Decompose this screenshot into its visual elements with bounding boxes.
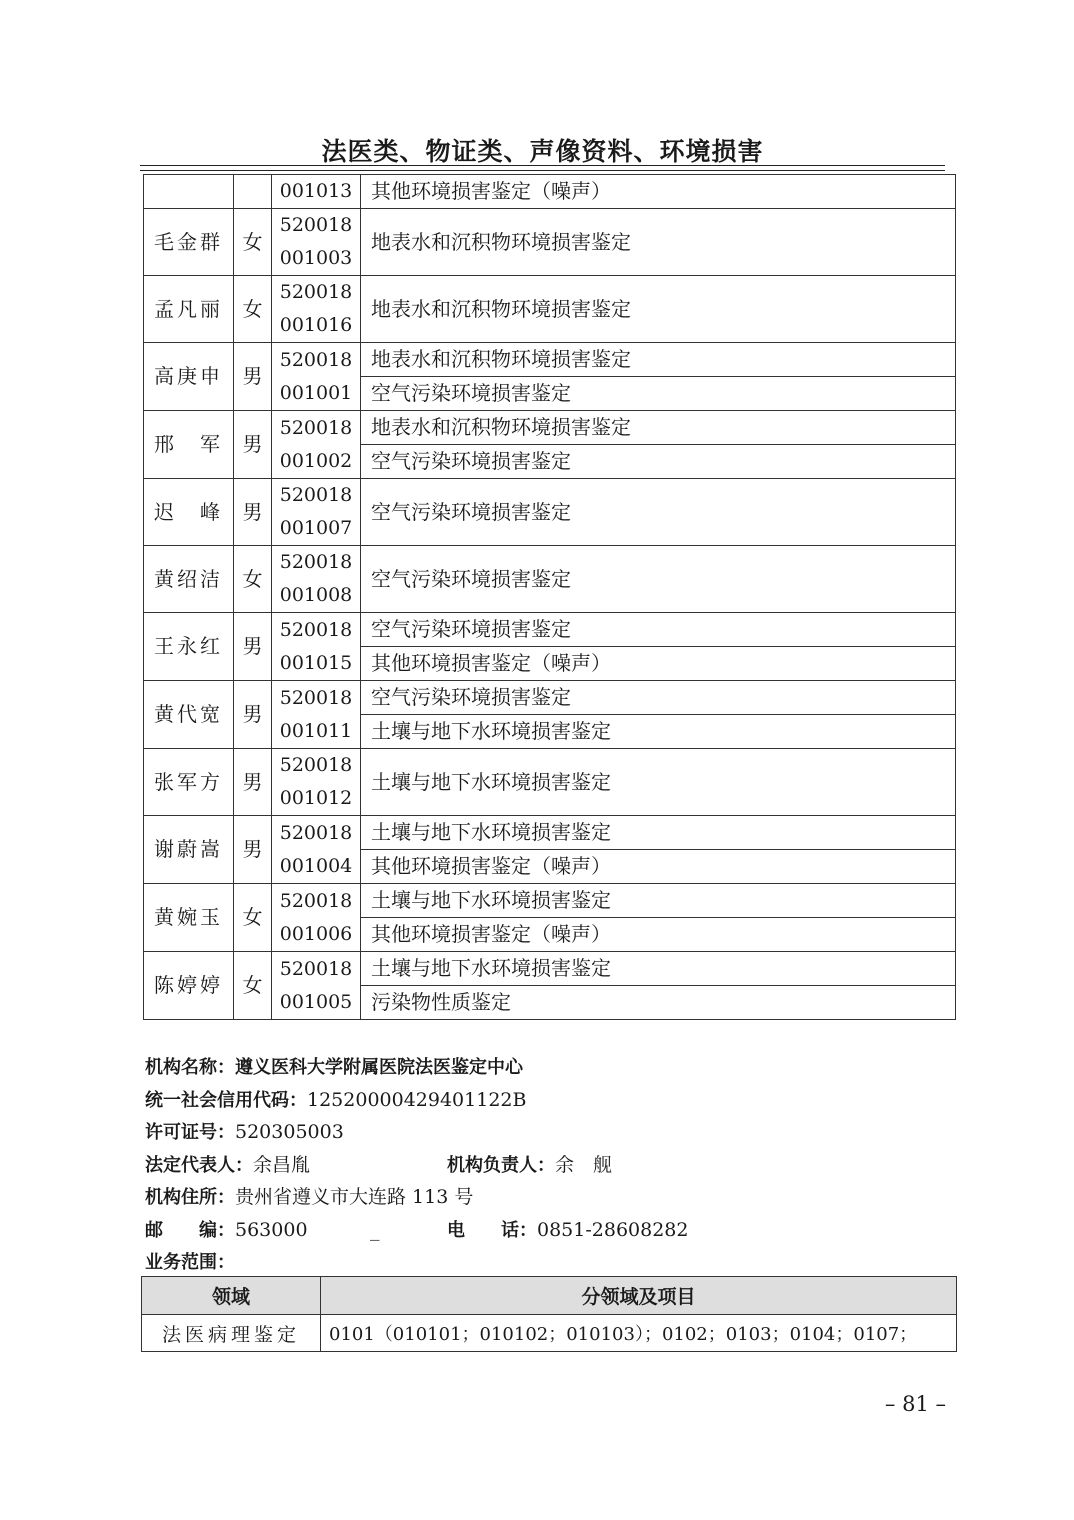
staff-gender: 男 [234,816,272,884]
staff-code-line2: 001005 [279,990,353,1013]
staff-code: 001013 [272,175,361,209]
staff-item: 其他环境损害鉴定（噪声） [361,175,956,209]
staff-code-line1: 520018 [279,551,353,573]
staff-code-line2: 001003 [279,247,353,269]
staff-code-line1: 520018 [279,281,353,303]
legal-rep-label: 法定代表人： [145,1155,253,1176]
license-label: 许可证号： [145,1122,235,1143]
staff-item: 地表水和沉积物环境损害鉴定 [361,411,956,445]
staff-code-line2: 001006 [279,922,353,945]
table-row [144,884,956,918]
staff-code-line1: 520018 [279,618,353,641]
table-row [144,546,956,613]
staff-item: 污染物性质鉴定 [361,986,956,1020]
address-line [145,1185,473,1210]
institution-name-label: 机构名称： [145,1057,235,1078]
staff-item: 土壤与地下水环境损害鉴定 [361,952,956,986]
staff-gender: 女 [234,952,272,1020]
staff-gender: 男 [234,613,272,681]
staff-code-line1: 520018 [279,348,353,371]
staff-code-line1: 520018 [279,686,353,709]
staff-code-line2: 001012 [279,787,353,809]
staff-name: 孟凡丽 [144,276,234,343]
table-row [144,749,956,816]
staff-name: 陈婷婷 [144,952,234,1020]
scope-header-row [142,1277,957,1315]
scope-projects: 0101（010101；010102；010103）；0102；0103；0104；0107； [321,1315,957,1352]
page-header-title: 法医类、物证类、声像资料、环境损害 [321,137,764,166]
staff-item: 其他环境损害鉴定（噪声） [361,647,956,681]
staff-code-cell [272,816,361,884]
staff-item: 空气污染环境损害鉴定 [361,479,956,546]
address: 贵州省遵义市大连路 113 号 [235,1186,474,1208]
staff-gender: 女 [234,276,272,343]
staff-name: 黄婉玉 [144,884,234,952]
staff-item: 其他环境损害鉴定（噪声） [361,850,956,884]
staff-code-line2: 001002 [279,449,353,472]
staff-code-cell [272,343,361,411]
table-row [144,681,956,715]
staff-item: 地表水和沉积物环境损害鉴定 [361,209,956,276]
staff-item: 空气污染环境损害鉴定 [361,445,956,479]
staff-item: 地表水和沉积物环境损害鉴定 [361,276,956,343]
legal-rep: 余昌胤 [253,1154,311,1176]
credit-code-label: 统一社会信用代码： [145,1090,307,1111]
scope-header-projects: 分领域及项目 [321,1277,957,1315]
staff-code-line1: 520018 [279,754,353,776]
staff-name-cell [144,175,234,209]
staff-code-line2: 001008 [279,584,353,606]
postcode-label: 邮 编： [145,1220,235,1241]
staff-item: 空气污染环境损害鉴定 [361,681,956,715]
license-number: 520305003 [235,1121,344,1143]
phone-line [447,1218,688,1243]
phone-label: 电 话： [447,1220,537,1241]
staff-item: 土壤与地下水环境损害鉴定 [361,884,956,918]
staff-code-line2: 001007 [279,517,353,539]
staff-code-line2: 001011 [279,719,353,742]
table-row [144,209,956,276]
staff-code-line1: 520018 [279,957,353,980]
staff-item: 空气污染环境损害鉴定 [361,377,956,411]
staff-code-cell [272,681,361,749]
address-label: 机构住所： [145,1187,235,1208]
staff-gender: 男 [234,411,272,479]
staff-item: 土壤与地下水环境损害鉴定 [361,749,956,816]
credit-code: 12520000429401122B [307,1089,527,1111]
staff-gender: 女 [234,884,272,952]
staff-code-line1: 520018 [279,484,353,506]
table-row [144,276,956,343]
staff-code-line2: 001016 [279,314,353,336]
postcode-line [145,1218,308,1243]
staff-code-line1: 520018 [279,416,353,439]
table-row [144,479,956,546]
staff-code-line2: 001001 [279,381,353,404]
scope-header-field: 领域 [142,1277,321,1315]
scope-label: 业务范围： [145,1252,235,1273]
header-rule [140,165,945,166]
credit-code-line [145,1088,526,1113]
postcode: 563000 [235,1219,308,1241]
staff-code-line1: 520018 [279,214,353,236]
staff-item: 空气污染环境损害鉴定 [361,613,956,647]
table-row [144,952,956,986]
staff-code-cell [272,479,361,546]
staff-name: 谢蔚嵩 [144,816,234,884]
staff-name: 邢 军 [144,411,234,479]
institution-name: 遵义医科大学附属医院法医鉴定中心 [235,1057,523,1078]
table-row [144,613,956,647]
postcode-mark: _ [370,1219,380,1241]
staff-gender: 女 [234,209,272,276]
staff-item: 其他环境损害鉴定（噪声） [361,918,956,952]
legal-rep-line [145,1153,310,1178]
scope-row [142,1315,957,1352]
staff-item: 土壤与地下水环境损害鉴定 [361,816,956,850]
staff-name: 王永红 [144,613,234,681]
license-line [145,1120,344,1145]
staff-gender-cell [234,175,272,209]
scope-line [145,1250,235,1275]
staff-code-line2: 001004 [279,854,353,877]
page-number: – 81 – [884,1392,946,1416]
table-row [144,411,956,445]
staff-table [143,174,956,1020]
staff-code-cell [272,209,361,276]
institution-head: 余 舰 [555,1154,613,1176]
staff-gender: 男 [234,749,272,816]
staff-code-cell [272,749,361,816]
staff-name: 迟 峰 [144,479,234,546]
institution-head-line [447,1153,612,1178]
staff-gender: 男 [234,343,272,411]
table-row [144,175,956,209]
staff-name: 黄代宽 [144,681,234,749]
institution-head-label: 机构负责人： [447,1155,555,1176]
header-rule-thin [140,170,945,171]
table-row [144,343,956,377]
staff-code-cell [272,952,361,1020]
staff-name: 张军方 [144,749,234,816]
table-row [144,816,956,850]
staff-name: 高庚申 [144,343,234,411]
staff-code-cell [272,411,361,479]
staff-name: 黄绍洁 [144,546,234,613]
staff-code-line1: 520018 [279,821,353,844]
staff-code-line2: 001015 [279,651,353,674]
staff-code-cell [272,884,361,952]
staff-code-line1: 520018 [279,889,353,912]
staff-code-cell [272,613,361,681]
staff-item: 土壤与地下水环境损害鉴定 [361,715,956,749]
staff-code-cell [272,546,361,613]
staff-item: 地表水和沉积物环境损害鉴定 [361,343,956,377]
staff-gender: 女 [234,546,272,613]
phone: 0851-28608282 [537,1219,689,1241]
staff-gender: 男 [234,681,272,749]
scope-table [141,1276,957,1352]
scope-field: 法医病理鉴定 [142,1315,321,1352]
staff-code-cell [272,276,361,343]
staff-item: 空气污染环境损害鉴定 [361,546,956,613]
staff-gender: 男 [234,479,272,546]
institution-name-line [145,1055,523,1080]
staff-name: 毛金群 [144,209,234,276]
